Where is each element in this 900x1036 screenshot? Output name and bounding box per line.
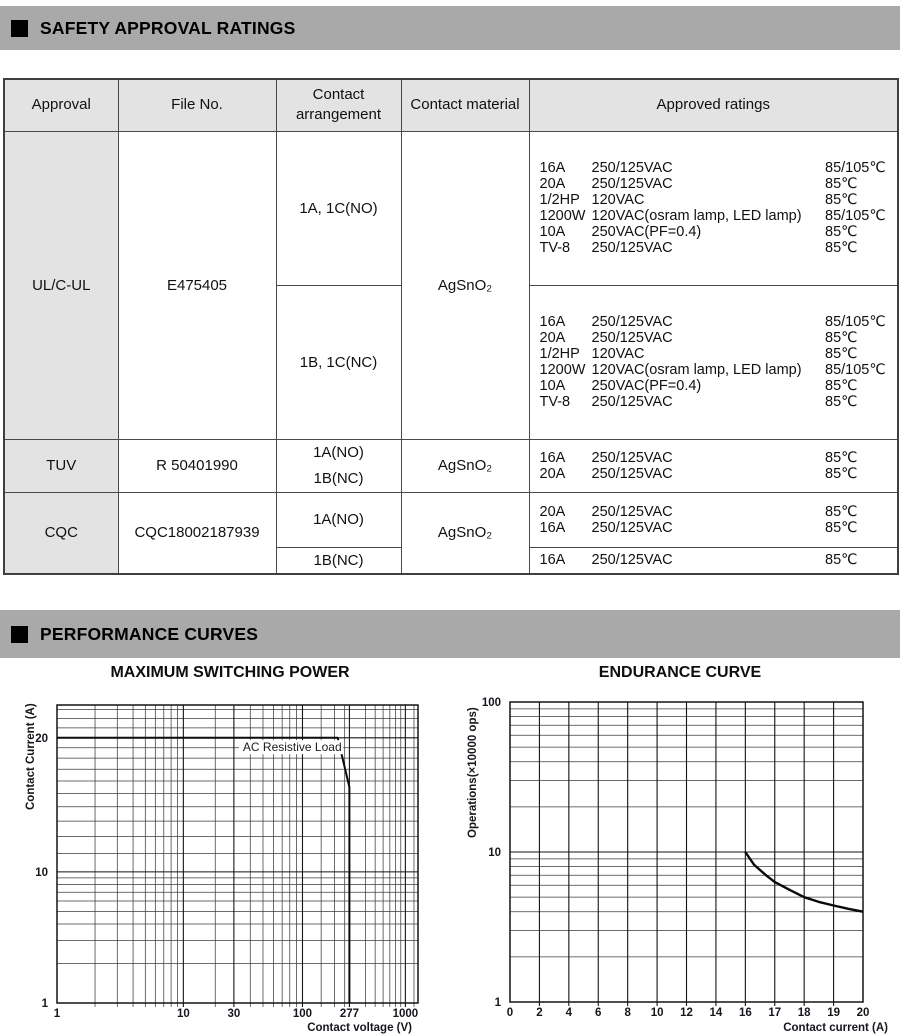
section-title: PERFORMANCE CURVES <box>40 623 259 644</box>
plot-border <box>57 705 418 1003</box>
max-switching-power-chart <box>0 690 460 1036</box>
safety-approval-table-wrap <box>3 78 899 575</box>
table-row-ul-no <box>4 131 898 285</box>
x-tick-label: 10 <box>176 1008 190 1020</box>
x-tick-label: 20 <box>856 1007 870 1019</box>
x-tick-label: 30 <box>227 1008 241 1020</box>
chart-title-max-switching-power: MAXIMUM SWITCHING POWER <box>110 664 350 681</box>
y-tick-label: 1 <box>41 998 48 1010</box>
rating-amp: 20A <box>539 330 566 346</box>
x-axis-title: Contact voltage (V) <box>307 1022 412 1034</box>
section-title: SAFETY APPROVAL RATINGS <box>40 17 296 38</box>
rating-amp: 16A <box>539 449 566 466</box>
cell-ul-ratings-no <box>529 131 898 285</box>
cell-cqc-ratings-nc <box>529 547 898 574</box>
rating-line <box>530 346 898 362</box>
rating-desc: 250/125VAC <box>591 465 673 482</box>
x-tick-label: 1000 <box>392 1008 419 1020</box>
rating-desc: 120VAC(osram lamp, LED lamp) <box>591 362 802 378</box>
rating-temp: 85℃ <box>825 224 858 240</box>
ratings-list <box>530 314 898 410</box>
rating-line <box>530 176 898 192</box>
cell-ul-arrangement-no: 1A, 1C(NO) <box>276 131 401 285</box>
endurance-curve-chart <box>460 690 900 1036</box>
rating-desc: 250/125VAC <box>591 519 673 536</box>
ratings-list <box>530 160 898 256</box>
rating-temp: 85℃ <box>825 465 858 482</box>
cell-tuv-file-no: R 50401990 <box>118 439 276 492</box>
y-axis-title: Contact Current (A) <box>25 703 37 810</box>
rating-line <box>530 224 898 240</box>
x-tick-label: 2 <box>536 1007 543 1019</box>
rating-amp: 16A <box>539 160 566 176</box>
rating-temp: 85/105℃ <box>825 160 886 176</box>
cell-ul-ratings-nc <box>529 285 898 439</box>
rating-desc: 250/125VAC <box>591 449 673 466</box>
rating-desc: 250/125VAC <box>591 330 673 346</box>
rating-desc: 250/125VAC <box>591 552 673 569</box>
rating-temp: 85/105℃ <box>825 362 886 378</box>
rating-amp: 1200W <box>539 208 586 224</box>
rating-temp: 85℃ <box>825 519 858 536</box>
rating-desc: 250/125VAC <box>591 394 673 410</box>
cell-tuv-arrangement <box>276 439 401 492</box>
x-tick-label: 0 <box>506 1007 514 1019</box>
rating-line <box>530 330 898 346</box>
safety-approval-table <box>3 78 899 575</box>
rating-amp: 10A <box>539 378 566 394</box>
curve-annotation: AC Resistive Load <box>242 740 342 755</box>
x-tick-label: 100 <box>292 1008 313 1020</box>
y-tick-label: 10 <box>35 866 48 879</box>
rating-line <box>530 192 898 208</box>
col-header-approved-ratings: Approved ratings <box>529 79 898 131</box>
col-header-approval: Approval <box>4 79 118 131</box>
cell-tuv-material: AgSnO₂ <box>401 439 529 492</box>
rating-desc: 250/125VAC <box>591 160 673 176</box>
rating-temp: 85℃ <box>825 449 858 466</box>
rating-line <box>530 394 898 410</box>
chart-title-endurance-curve: ENDURANCE CURVE <box>598 664 762 681</box>
rating-temp: 85℃ <box>825 503 858 520</box>
rating-amp: 1/2HP <box>539 346 580 362</box>
x-tick-label: 12 <box>680 1007 693 1019</box>
rating-amp: 16A <box>539 314 566 330</box>
x-tick-label: 277 <box>339 1008 360 1020</box>
x-tick-label: 1 <box>53 1008 61 1020</box>
cell-tuv-ratings <box>529 439 898 492</box>
arrangement-line: 1A(NO) <box>313 443 364 461</box>
x-tick-label: 14 <box>709 1007 723 1019</box>
rating-desc: 120VAC(osram lamp, LED lamp) <box>591 208 802 224</box>
rating-desc: 250/125VAC <box>591 503 673 520</box>
cell-ul-arrangement-nc: 1B, 1C(NC) <box>276 285 401 439</box>
rating-desc: 250/125VAC <box>591 314 673 330</box>
rating-temp: 85℃ <box>825 176 858 192</box>
rating-line <box>530 378 898 394</box>
rating-line <box>530 520 898 536</box>
section-header-safety-approval <box>0 6 900 50</box>
rating-amp: 16A <box>539 519 566 536</box>
rating-amp: TV-8 <box>539 240 571 256</box>
rating-amp: 10A <box>539 224 566 240</box>
ratings-list <box>530 552 898 568</box>
x-tick-label: 19 <box>827 1007 840 1019</box>
rating-amp: 20A <box>539 176 566 192</box>
y-tick-label: 1 <box>494 997 501 1009</box>
cell-cqc-arrangement-nc: 1B(NC) <box>276 547 401 574</box>
rating-line <box>530 240 898 256</box>
col-header-contact-material: Contact material <box>401 79 529 131</box>
rating-line <box>530 504 898 520</box>
x-tick-label: 10 <box>650 1007 664 1019</box>
rating-desc: 250/125VAC <box>591 240 673 256</box>
rating-temp: 85/105℃ <box>825 314 886 330</box>
x-tick-label: 18 <box>797 1007 811 1019</box>
cell-cqc-approval: CQC <box>4 492 118 574</box>
y-axis-title: Operations(×10000 ops) <box>467 707 479 838</box>
x-axis-title: Contact current (A) <box>783 1022 888 1034</box>
cell-cqc-ratings-no <box>529 492 898 547</box>
x-tick-label: 4 <box>565 1007 573 1019</box>
rating-temp: 85℃ <box>825 346 858 362</box>
rating-desc: 250/125VAC <box>591 176 673 192</box>
col-header-contact-arrangement: Contact arrangement <box>276 79 401 131</box>
cell-tuv-approval: TUV <box>4 439 118 492</box>
table-header-row <box>4 79 898 131</box>
y-tick-label: 100 <box>481 697 501 709</box>
table-row-tuv <box>4 439 898 492</box>
rating-amp: 20A <box>539 503 566 520</box>
x-tick-label: 6 <box>595 1007 602 1019</box>
rating-line <box>530 314 898 330</box>
rating-desc: 250VAC(PF=0.4) <box>591 378 702 394</box>
cell-cqc-material: AgSnO₂ <box>401 492 529 574</box>
y-tick-label: 10 <box>488 847 501 859</box>
cell-ul-file-no: E475405 <box>118 131 276 439</box>
ratings-list <box>530 450 898 482</box>
cell-ul-approval: UL/C-UL <box>4 131 118 439</box>
rating-amp: 16A <box>539 552 566 569</box>
rating-amp: TV-8 <box>539 394 571 410</box>
x-tick-label: 8 <box>624 1007 631 1019</box>
rating-temp: 85℃ <box>825 394 858 410</box>
cell-cqc-file-no: CQC18002187939 <box>118 492 276 574</box>
rating-amp: 1200W <box>539 362 586 378</box>
section-header-performance-curves <box>0 610 900 658</box>
rating-temp: 85℃ <box>825 552 858 569</box>
rating-temp: 85℃ <box>825 330 858 346</box>
rating-desc: 250VAC(PF=0.4) <box>591 224 702 240</box>
rating-line <box>530 450 898 466</box>
cell-cqc-arrangement-no: 1A(NO) <box>276 492 401 547</box>
section-square-icon <box>11 20 28 37</box>
rating-line <box>530 552 898 568</box>
rating-line <box>530 160 898 176</box>
rating-amp: 1/2HP <box>539 192 580 208</box>
section-square-icon <box>11 626 28 643</box>
rating-line <box>530 362 898 378</box>
rating-temp: 85℃ <box>825 378 858 394</box>
rating-desc: 120VAC <box>591 192 645 208</box>
x-tick-label: 17 <box>768 1007 782 1019</box>
rating-temp: 85℃ <box>825 192 858 208</box>
arrangement-line: 1B(NC) <box>313 469 364 487</box>
rating-desc: 120VAC <box>591 346 645 362</box>
col-header-file-no: File No. <box>118 79 276 131</box>
rating-temp: 85/105℃ <box>825 208 886 224</box>
rating-line <box>530 208 898 224</box>
table-row-cqc-no <box>4 492 898 547</box>
rating-temp: 85℃ <box>825 240 858 256</box>
rating-line <box>530 466 898 482</box>
cell-ul-material: AgSnO₂ <box>401 131 529 439</box>
y-tick-label: 20 <box>35 732 48 745</box>
ratings-list <box>530 504 898 536</box>
rating-amp: 20A <box>539 465 566 482</box>
x-tick-label: 16 <box>738 1007 752 1019</box>
